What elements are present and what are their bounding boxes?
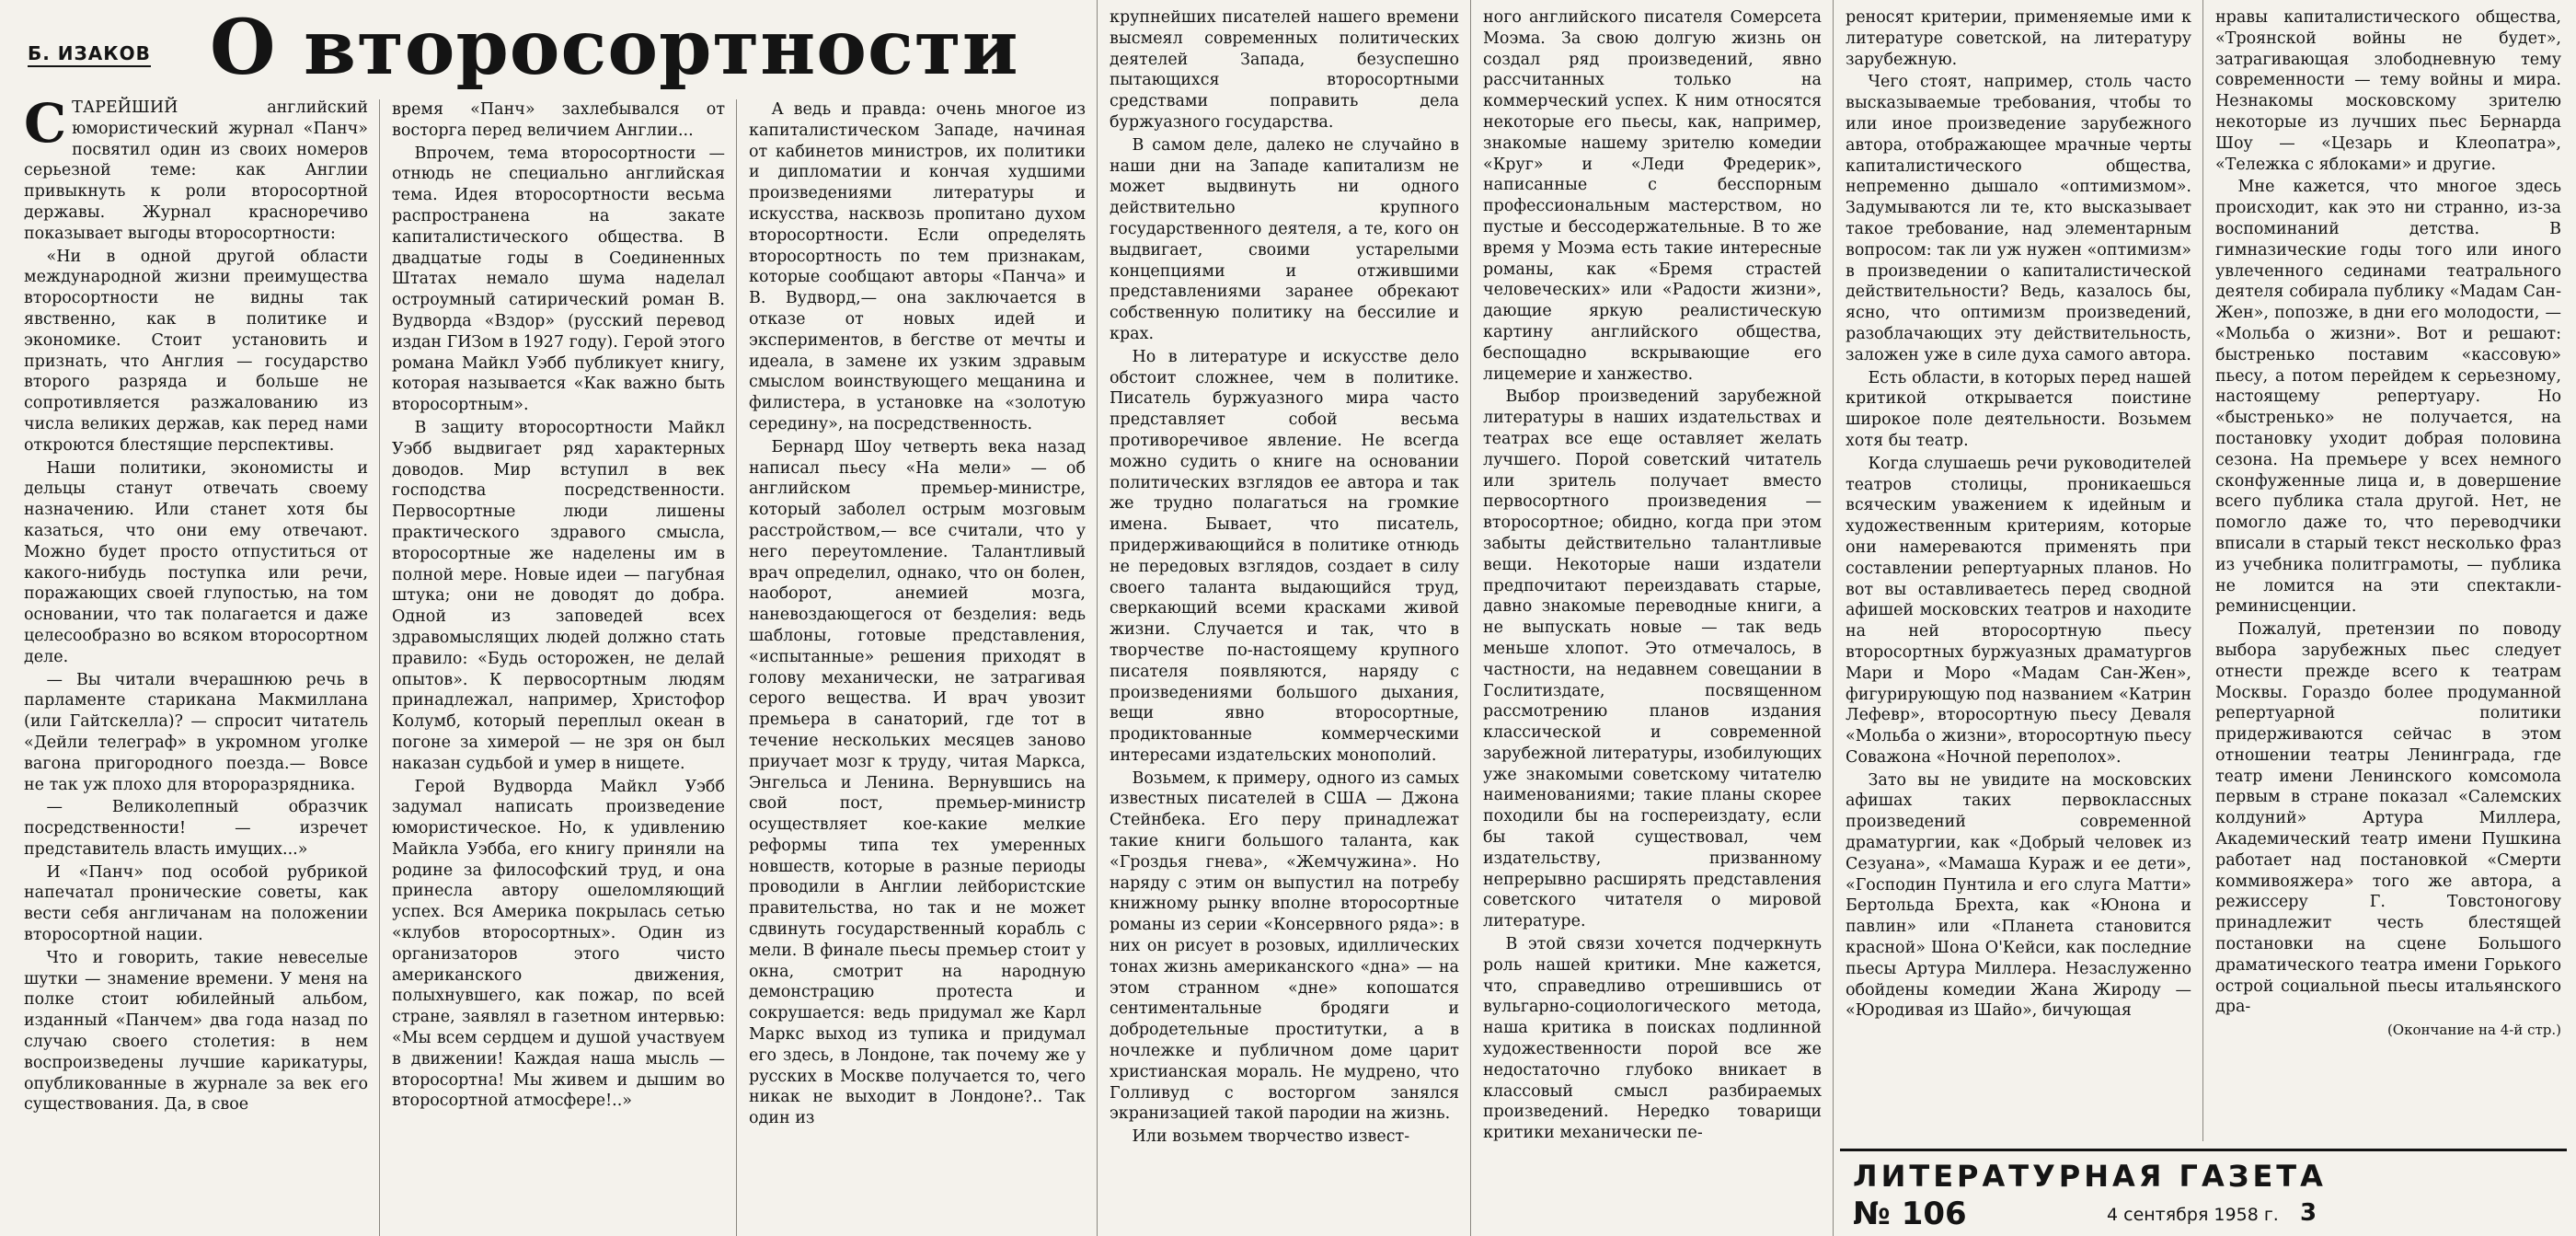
paragraph: Что и говорить, такие невеселые шутки — знамение времени. У меня на полке стоит юбилейный альбом, изданный «Панчем» два года назад по случаю своего столетия: в нем воспроизведены лучшие карикатуры, опубликованные в журнале за век его существования. Да, в свое [24,948,368,1115]
paragraph: Есть области, в которых перед нашей критикой открывается поистине широкое поле деятельности. Возьмем хотя бы театр. [1846,368,2191,450]
paragraph: Или возьмем творчество извест- [1132,1127,1410,1147]
column-rule [1833,0,1834,1236]
paragraph: Возьмем, к примеру, одного из самых известных писателей в США — Джона Стейнбека. Его перу принадлежат такие книги большого таланта, как «Гроздья гнева», «Жемчужина». Но наряду с этим он выпустил на потребу книжному рынку вполне второсортные романы из серии «Консервного ряда»: в них он рисует в розовых, идиллических тонах жизнь американского «дна» — на этом странном «дне» копошатся сентиментальные бродяги и добродетельные проститутки, а в ночлежке и публичном доме царит христианская мораль. Не мудрено, что Голливуд с восторгом занялся экранизацией такой пародии на жизнь. [1110,768,1459,1124]
paragraph: «Ни в одной другой области международной жизни преимущества второсортности не видны так явственно, как в политике и экономике. Стоит установить и признать, что Англия — государство второго разряда и больше не сопротивляется разжалованию из числа великих держав, как перед нами откроются блестящие перспективы. [24,247,368,455]
paragraph: реносят критерии, применяемые ими к литературе советской, на литературу зарубежную. [1846,8,2191,69]
paragraph: нравы капиталистического общества, «Троянской войны не будет», затрагивающая злободневную тему современности — тему войны и мира. Незнакомы московскому зрителю некоторые из лучших пьес Бернарда Шоу — «Цезарь и Клеопатра», «Тележка с яблоками» и другие. [2215,8,2561,174]
paragraph: время «Панч» захлебывался от восторга перед величием Англии... [392,100,725,140]
paragraph: И «Панч» под особой рубрикой напечатал пронические советы, как вести себя англичанам на положении второсортной нации. [24,862,368,945]
paragraph: СТАРЕЙШИЙ английский юмористический журнал «Панч» посвятил один из своих номеров серьезной теме: как Англии привыкнуть к роли второсортной державы. Журнал красноречиво показывает выгоды второсортности: [24,92,368,243]
paragraph: ного английского писателя Сомерсета Моэма. За свою долгую жизнь он создал ряд произведений, явно рассчитанных только на коммерческий успех. К ним относятся некоторые его пьесы, как, например, знакомые нашему зрителю комедии «Круг» и «Леди Фредерик», написанные с бесспорным профессиональным мастерством, но пустые и бессодержательные. В то же время у Моэма есть такие интересные романы, как «Бремя страстей человеческих» или «Радости жизни», дающие яркую реалистическую картину английского общества, беспощадно вскрывающие его лицемерие и ханжество. [1483,8,1822,384]
newspaper-name: ЛИТЕРАТУРНАЯ ГАЗЕТА [1853,1159,2327,1194]
column-rule [2202,0,2203,1141]
paragraph: Герой Вудворда Майкл Уэбб задумал написать произведение юмористическое. Но, к удивлению Майкла Уэбба, его книгу приняли на родине за философский труд, и она принесла автору ошеломляющий успех. Вся Америка покрылась сетью «клубов второсортных». Один из организаторов этого чисто американского движения, полыхнувшего, как пожар, по всей стране, заявлял в газетном интервью: «Мы всем сердцем и душой участвуем в движении! Каждая наша мысль — второсортна! Мы живем и дышим во второсортной атмосфере!..» [392,777,725,1111]
paragraph: Зато вы не увидите на московских афишах таких первоклассных произведений современной драматургии, как «Добрый человек из Сезуана», «Мамаша Кураж и ее дети», «Господин Пунтила и его слуга Матти» Бертольда Брехта, как «Юнона и павлин» или «Планета становится красной» Шона О'Кейси, как последние пьесы Артура Миллера. Незаслуженно обойдены комедии Жана Жироду — «Юродивая из Шайо», бичующая [1846,770,2191,1021]
article-column-5 [1472,0,1833,1236]
paragraph: А ведь и правда: очень многое из капиталистическом Западе, начиная от кабинетов министров, их политики и дипломатии и кончая худшими произведениями литературы и искусства, насквозь пропитано духом второсортности. Если определять второсортность по тем признакам, которые сообщают авторы «Панча» и В. Вудворд,— она заключается в отказе от новых идей и экспериментов, в бегстве от мечты и идеала, в замене их узким здравым смыслом воинствующего мещанина и филистера, в установке на «золотую середину», на посредственность. [749,100,1086,433]
drop-cap: С [24,92,67,155]
paragraph: — Великолепный образчик посредственности! — изречет представитель власть имущих...» [24,798,368,859]
column-rule [379,99,380,1236]
paragraph: Пожалуй, претензии по поводу выбора зарубежных пьес следует отнести прежде всего к театрам Москвы. Гораздо более продуманной репертуарной политики придерживаются сейчас в этом отношении театры Ленинграда, где театр имени Ленинского комсомола первым в стране показал «Салемских колдуний» Артура Миллера, Академический театр имени Пушкина работает над постановкой «Смерти коммивояжера» того же автора, а режиссеру Г. Товстоногову принадлежит честь блестящей постановки на сцене Большого драматического театра имени Горького острой социальной пьесы итальянского дра- [2215,620,2561,1017]
paragraph: Мне кажется, что многое здесь происходит, как это ни странно, из-за воспоминаний детства. В гимназические годы того или иного увлеченного сединами театрального деятеля собирала публику «Мадам Сан-Жен», попозже, в дни его молодости, — «Мольба о жизни». Вот и решают: быстренько поставим «кассовую» пьесу, а потом перейдем к серьезному, настоящему репертуару. Но «быстренько» не получается, на постановку уходит добрая половина сезона. На премьере у всех немного сконфуженные лица и, в довершение всего публика стала другой. Нет, не помогло даже то, что переводчики вписали в старый текст несколько фраз из учебника политграмоты, — публика не ломится на эти спектакли-реминисценции. [2215,178,2561,617]
article-column-1 [13,0,379,1236]
column-rule [1470,0,1471,1236]
continued-note: (Окончание на 4-й стр.) [2386,1022,2561,1039]
newspaper-footer [1840,1149,2567,1236]
article-column-4 [1098,0,1470,1236]
paragraph: Впрочем, тема второсортности — отнюдь не специально английская тема. Идея второсортности весьма распространена на закате капиталистического общества. В двадцатые годы в Соединенных Штатах немало шума наделал остроумный сатирический роман В. Вудворда «Вздор» (русский перевод издан ГИЗом в 1927 году). Герой этого романа Майкл Уэбб публикует книгу, которая называется «Как важно быть второсортным». [392,144,725,415]
paragraph: Но в литературе и искусстве дело обстоит сложнее, чем в политике. Писатель буржуазного мира часто представляет собой весьма противоречивое явление. Не всегда можно судить о книге на основании политических взглядов ее автора и так же трудно полагаться на громкие имена. Бывает, что писатель, придерживающийся в политике отнюдь не передовых взглядов, создает в силу своего таланта выдающийся труд, сверкающий всеми красками живой жизни. Случается и так, что в творчестве по-настоящему крупного писателя появляются, наряду с произведениями большого дыхания, вещи явно второсортные, продиктованные коммерческими интересами издательских монополий. [1110,347,1459,765]
paragraph: В самом деле, далеко не случайно в наши дни на Западе капитализм не может выдвинуть ни одного действительно крупного государственного деятеля, а те, кого он выдвигает, своими устарелыми концепциями и отжившими представлениями заранее обрекают собственную политику на бессилие и крах. [1110,135,1459,343]
article-column-2 [381,0,736,1236]
column-rule [736,99,737,1236]
paragraph: Бернард Шоу четверть века назад написал пьесу «На мели» — об английском премьер-министре, который заболел острым мозговым расстройством,— все считали, что у него переутомление. Талантливый врач определил, однако, что он болен, наоборот, анемией мозга, наневоздающегося от безделия: ведь шаблоны, готовые представления, «испытанные» решения приходят в голову механически, не затрагивая серого вещества. И врач увозит премьера в санаторий, где тот в течение нескольких месяцев заново приучает мозг к труду, читая Маркса, Энгельса и Ленина. Вернувшись на свой пост, премьер-министр осуществляет кое-какие мелкие реформы типа тех умеренных новшеств, которые в разные периоды проводили в Англии лейбористские правительства, но так и не может сдвинуть государственный корабль с мели. В финале пьесы премьер стоит у окна, смотрит на народную демонстрацию протеста и сокрушается: ведь придумал же Карл Маркс выход из тупика и придумал его здесь, в Лондоне, так почему же у русских в Москве получается то, чего никак не выходит в Лондоне?.. Так один из [749,437,1086,1128]
paragraph: — Вы читали вчерашнюю речь в парламенте старикана Макмиллана (или Гайтскелла)? — спросит читатель «Дейли телеграф» в укромном уголке вагона пригородного поезда.— Вовсе не так уж плохо для второразрядника. [24,670,368,794]
page-number: 3 [2300,1199,2317,1227]
issue-date: 4 сентября 1958 г. [2107,1205,2279,1225]
paragraph: Выбор произведений зарубежной литературы в наших издательствах и театрах все еще оставляет желать лучшего. Порой советский читатель или зритель получает вместо первосортного произведения — второсортное; обидно, когда при этом забыты действительно талантливые вещи. Некоторые наши издатели предпочитают переиздавать старые, давно знакомые переводные книги, а не выпускать новые — так ведь меньше хлопот. Это отмечалось, в частности, на недавнем совещании в Гослитиздате, посвященном рассмотрению планов издания классической и современной зарубежной литературы, изобилующих уже знакомыми советскому читателю наименованиями; такие планы скорее походили бы на госпереиздату, если бы такой существовал, чем издательству, призванному непрерывно расширять представления советского читателя о мировой литературе. [1483,387,1822,931]
issue-number: № 106 [1853,1196,1967,1232]
article-column-3 [738,0,1097,1236]
headline: О второсортности [210,4,1019,92]
paragraph: Наши политики, экономисты и дельцы станут отвечать своему назначению. Или станет хотя бы казаться, что они ему отвечают. Можно будет просто отпуститься от какого-нибудь поступка или речи, поражающих своей глупостью, на том основании, что так полагается и даже целесообразно во всяком второсортном деле. [24,458,368,666]
article-column-6 [1834,0,2202,1236]
paragraph: крупнейших писателей нашего времени высмеял современных политических деятелей Запада, безуспешно пытающихся второсортными средствами поправить дела буржуазного государства. [1110,8,1459,132]
column-rule [1097,0,1098,1236]
byline: Б. ИЗАКОВ [28,42,151,67]
paragraph: Когда слушаешь речи руководителей театров столицы, проникаешься всяческим уважением к идейным и художественным критериям, которые они намереваются применять при составлении репертуарных планов. Но вот вы оставливаетесь перед сводной афишей московских театров и находите на ней второсортную пьесу второсортных буржуазных драматургов Мари и Моро «Мадам Сан-Жен», фигурирующую под названием «Катрин Лефевр», второсортную пьесу Деваля «Мольба о жизни», второсортную пьесу Соважона «Ночной переполох». [1846,454,2191,767]
paragraph: Чего стоят, например, столь часто высказываемые требования, чтобы то или иное произведение зарубежного автора, отображающее мрачные черты капиталистического общества, непременно дышало «оптимизмом». Задумываются ли те, кто высказывает такое требование, над элементарным вопросом: так ли уж нужен «оптимизм» в произведении о капиталистической действительности? Ведь, казалось бы, ясно, что оптимизм произведений, разоблачающих эту действительность, заложен уже в силе духа самого автора. [1846,73,2191,364]
article-column-7 [2204,0,2572,1145]
paragraph: В защиту второсортности Майкл Уэбб выдвигает ряд характерных доводов. Мир вступил в век господства посредственности. Первосортные люди лишены практического здравого смысла, второсортные же наделены им в полной мере. Новые идеи — пагубная штука; они не доводят до добра. Одной из заповедей всех здравомыслящих людей должно стать правило: «Будь осторожен, не делай опытов». К первосортным людям принадлежал, например, Христофор Колумб, который переплыл океан в погоне за химерой — не зря он был наказан судьбой и умер в нищете. [392,418,725,773]
paragraph: В этой связи хочется подчеркнуть роль нашей критики. Мне кажется, что, справедливо отрешившись от вульгарно-социологического метода, наша критика в поисках подлинной художественности порой все же недостаточно глубоко вникает в классовый смысл разбираемых произведений. Нередко товарищи критики механически пе- [1483,935,1822,1143]
